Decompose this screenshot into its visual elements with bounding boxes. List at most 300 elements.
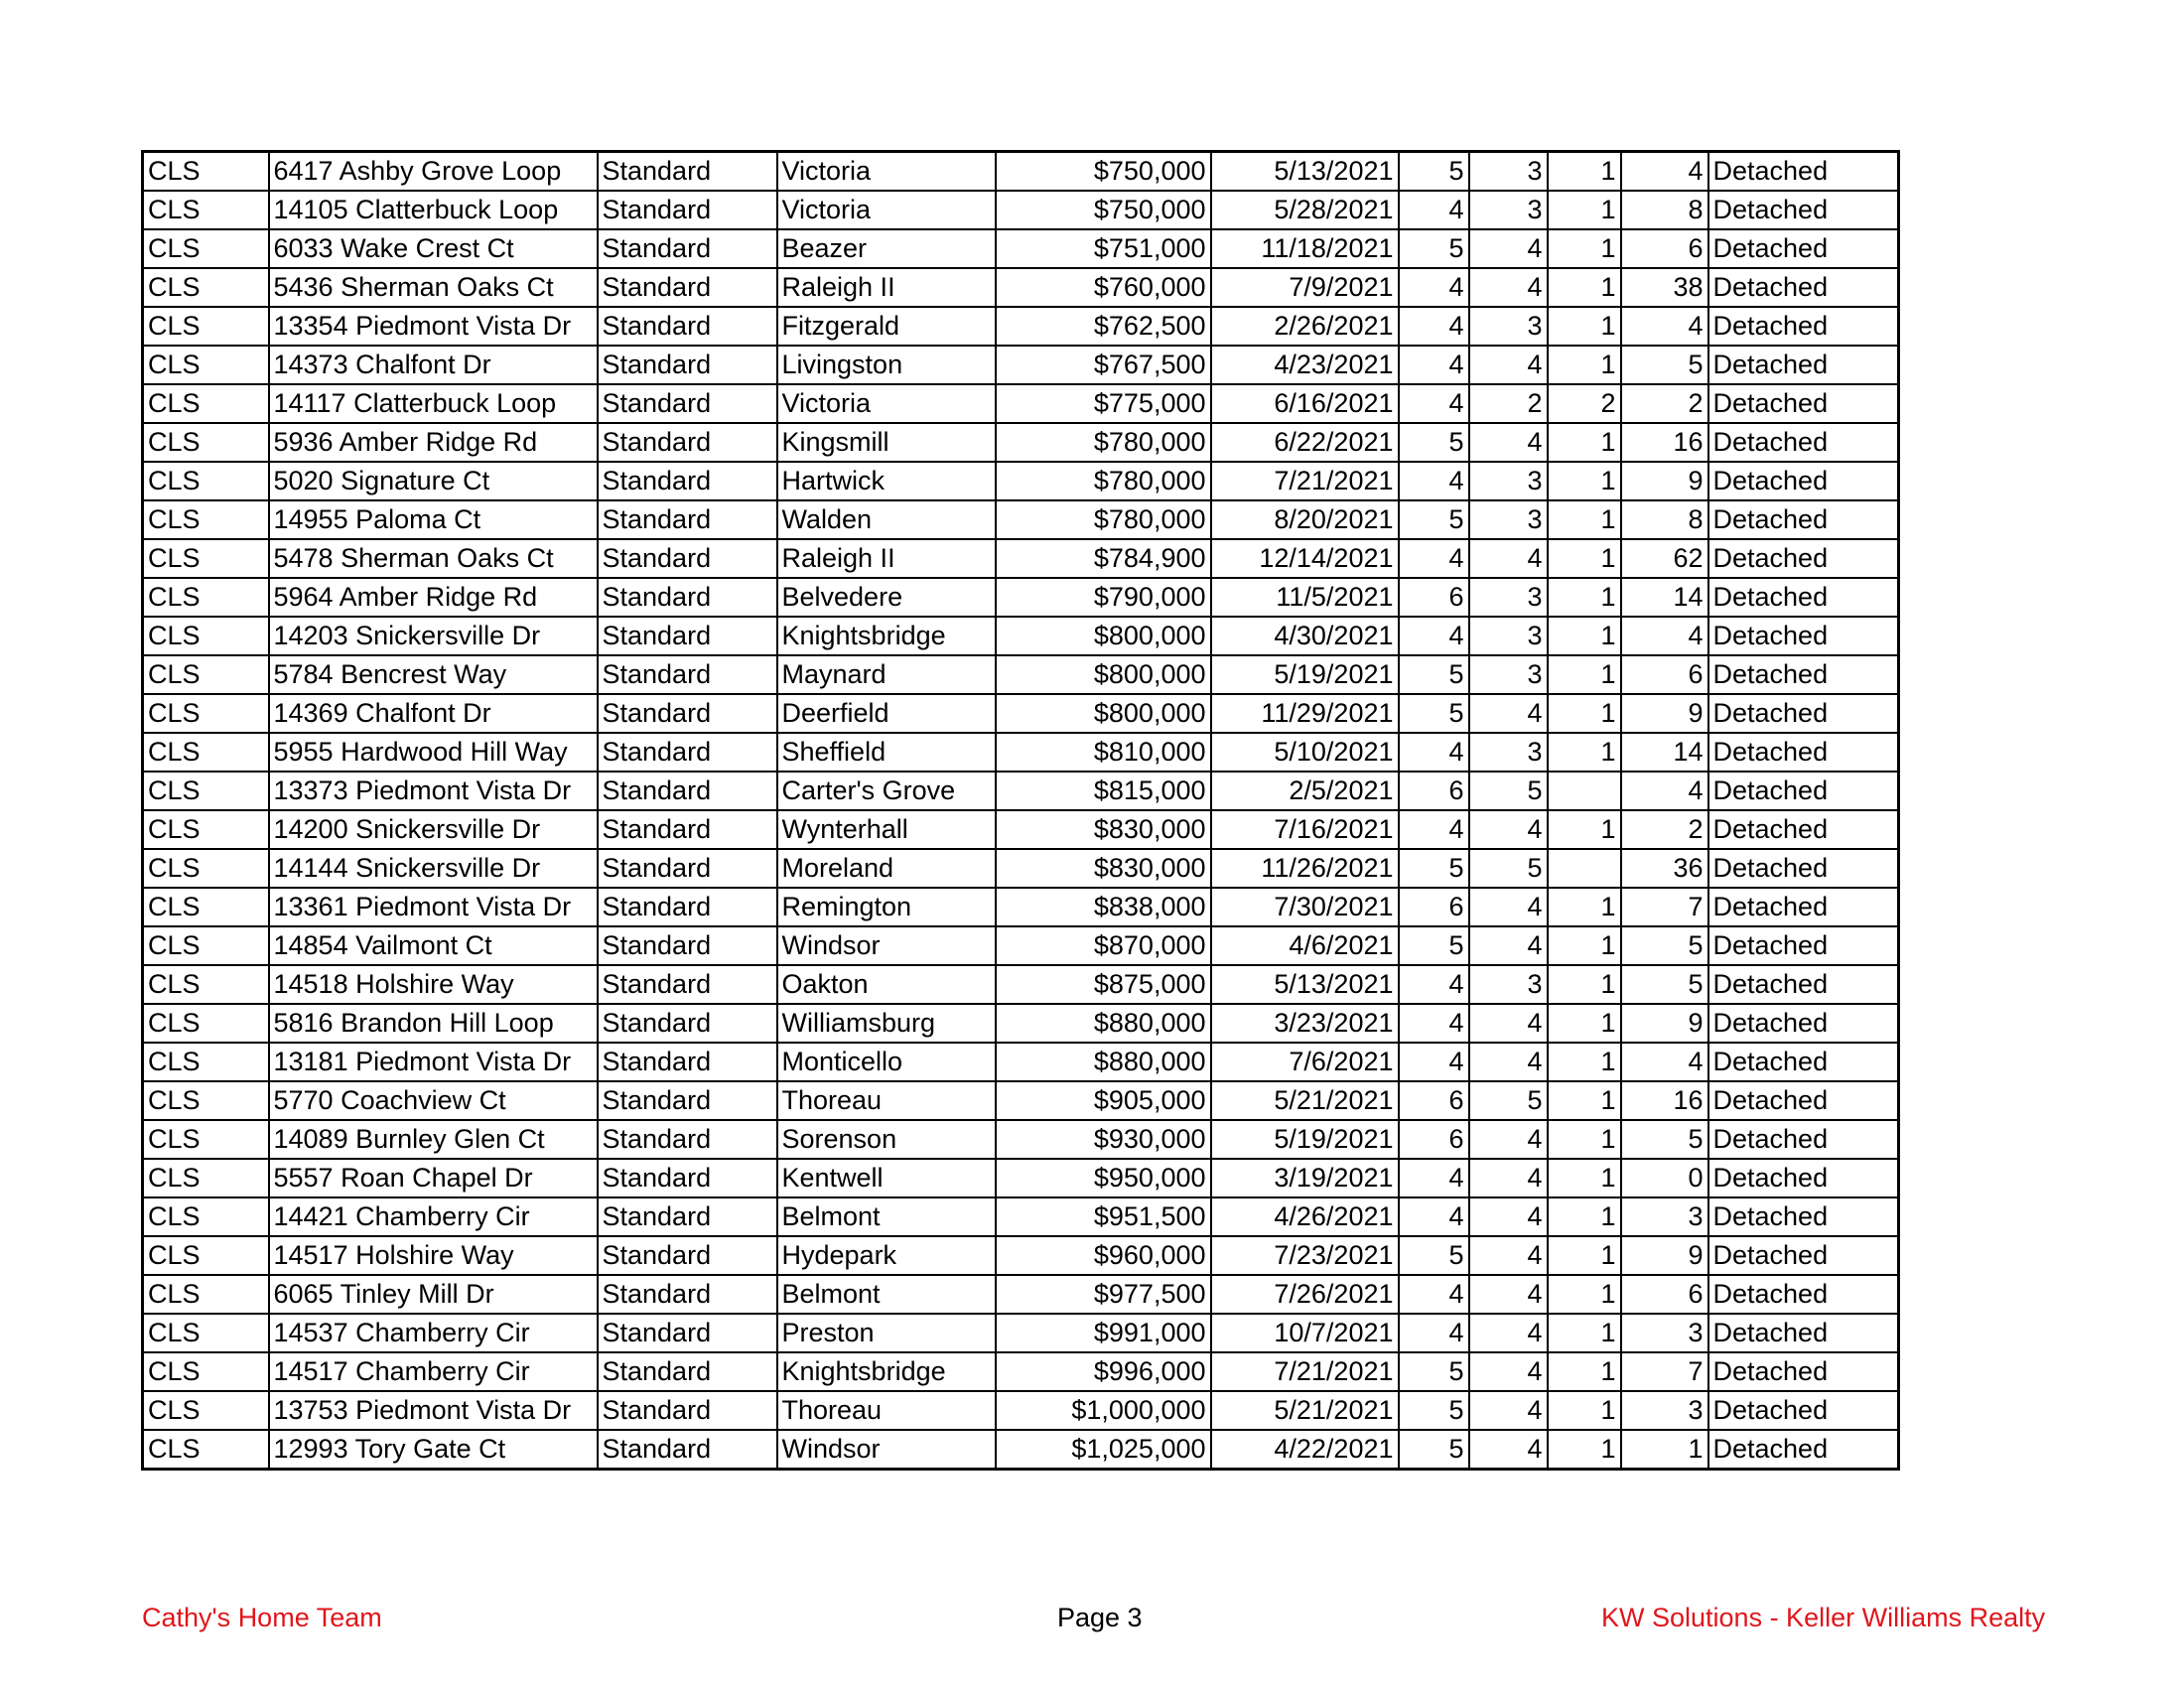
cell-sale-type: Standard [598,849,777,888]
cell-half-baths: 1 [1548,268,1621,307]
cell-price: $838,000 [996,888,1211,926]
cell-status: CLS [143,1236,269,1275]
cell-half-baths: 1 [1548,578,1621,617]
table-row [143,1081,1899,1120]
cell-status: CLS [143,1043,269,1081]
cell-full-baths: 5 [1469,772,1548,810]
cell-half-baths: 1 [1548,1314,1621,1352]
cell-full-baths: 3 [1469,307,1548,346]
cell-status: CLS [143,229,269,268]
cell-status: CLS [143,268,269,307]
cell-status: CLS [143,1159,269,1197]
cell-date: 7/23/2021 [1211,1236,1399,1275]
cell-date: 5/10/2021 [1211,733,1399,772]
cell-date: 11/26/2021 [1211,849,1399,888]
cell-days-on-market: 14 [1621,733,1708,772]
cell-model: Wynterhall [777,810,996,849]
cell-sale-type: Standard [598,1197,777,1236]
table-row [143,1275,1899,1314]
cell-days-on-market: 2 [1621,810,1708,849]
cell-price: $880,000 [996,1043,1211,1081]
cell-model: Victoria [777,384,996,423]
cell-address: 5436 Sherman Oaks Ct [269,268,598,307]
cell-model: Thoreau [777,1081,996,1120]
cell-address: 14369 Chalfont Dr [269,694,598,733]
cell-sale-type: Standard [598,694,777,733]
cell-status: CLS [143,1391,269,1430]
footer-page-number: Page 3 [1057,1603,1143,1632]
cell-sale-type: Standard [598,152,777,192]
cell-days-on-market: 7 [1621,1352,1708,1391]
cell-model: Carter's Grove [777,772,996,810]
cell-property-type: Detached [1708,1081,1899,1120]
cell-bedrooms: 4 [1399,810,1469,849]
table-row [143,307,1899,346]
cell-property-type: Detached [1708,462,1899,500]
cell-price: $750,000 [996,152,1211,192]
cell-address: 14203 Snickersville Dr [269,617,598,655]
cell-bedrooms: 4 [1399,1043,1469,1081]
cell-half-baths: 1 [1548,423,1621,462]
cell-address: 14144 Snickersville Dr [269,849,598,888]
cell-property-type: Detached [1708,229,1899,268]
cell-status: CLS [143,926,269,965]
cell-date: 11/18/2021 [1211,229,1399,268]
table-row [143,810,1899,849]
cell-status: CLS [143,888,269,926]
cell-sale-type: Standard [598,965,777,1004]
cell-model: Beazer [777,229,996,268]
cell-price: $760,000 [996,268,1211,307]
cell-date: 7/30/2021 [1211,888,1399,926]
cell-price: $991,000 [996,1314,1211,1352]
cell-half-baths: 1 [1548,1081,1621,1120]
cell-days-on-market: 3 [1621,1314,1708,1352]
table-row [143,578,1899,617]
cell-property-type: Detached [1708,191,1899,229]
cell-property-type: Detached [1708,1159,1899,1197]
cell-date: 3/23/2021 [1211,1004,1399,1043]
cell-date: 7/9/2021 [1211,268,1399,307]
table-row [143,965,1899,1004]
cell-property-type: Detached [1708,617,1899,655]
cell-days-on-market: 3 [1621,1197,1708,1236]
cell-half-baths: 1 [1548,1391,1621,1430]
cell-full-baths: 5 [1469,849,1548,888]
table-row [143,1120,1899,1159]
cell-property-type: Detached [1708,694,1899,733]
cell-half-baths: 2 [1548,384,1621,423]
cell-bedrooms: 4 [1399,1314,1469,1352]
cell-date: 11/5/2021 [1211,578,1399,617]
cell-half-baths: 1 [1548,1430,1621,1470]
cell-bedrooms: 5 [1399,1391,1469,1430]
cell-address: 14117 Clatterbuck Loop [269,384,598,423]
sales-table [141,150,1900,1471]
cell-date: 7/26/2021 [1211,1275,1399,1314]
cell-half-baths: 1 [1548,152,1621,192]
cell-sale-type: Standard [598,655,777,694]
cell-property-type: Detached [1708,888,1899,926]
cell-bedrooms: 4 [1399,1197,1469,1236]
cell-full-baths: 5 [1469,1081,1548,1120]
cell-price: $784,900 [996,539,1211,578]
cell-address: 6065 Tinley Mill Dr [269,1275,598,1314]
cell-property-type: Detached [1708,926,1899,965]
table-body [143,152,1899,1470]
cell-sale-type: Standard [598,1120,777,1159]
cell-status: CLS [143,810,269,849]
cell-bedrooms: 5 [1399,500,1469,539]
cell-date: 2/26/2021 [1211,307,1399,346]
cell-sale-type: Standard [598,733,777,772]
cell-status: CLS [143,772,269,810]
cell-full-baths: 4 [1469,888,1548,926]
cell-sale-type: Standard [598,1004,777,1043]
cell-address: 14517 Holshire Way [269,1236,598,1275]
cell-status: CLS [143,539,269,578]
cell-sale-type: Standard [598,1430,777,1470]
cell-property-type: Detached [1708,307,1899,346]
cell-price: $810,000 [996,733,1211,772]
cell-price: $780,000 [996,500,1211,539]
cell-bedrooms: 4 [1399,346,1469,384]
cell-sale-type: Standard [598,1159,777,1197]
cell-sale-type: Standard [598,578,777,617]
cell-date: 5/19/2021 [1211,655,1399,694]
cell-property-type: Detached [1708,1197,1899,1236]
cell-full-baths: 3 [1469,965,1548,1004]
cell-date: 11/29/2021 [1211,694,1399,733]
cell-bedrooms: 4 [1399,384,1469,423]
cell-sale-type: Standard [598,1081,777,1120]
table-row [143,1043,1899,1081]
cell-model: Oakton [777,965,996,1004]
cell-full-baths: 4 [1469,1352,1548,1391]
cell-model: Windsor [777,926,996,965]
cell-model: Belvedere [777,578,996,617]
cell-sale-type: Standard [598,229,777,268]
cell-price: $800,000 [996,694,1211,733]
cell-price: $751,000 [996,229,1211,268]
cell-days-on-market: 5 [1621,965,1708,1004]
cell-full-baths: 4 [1469,229,1548,268]
cell-bedrooms: 6 [1399,578,1469,617]
cell-full-baths: 4 [1469,810,1548,849]
cell-full-baths: 4 [1469,694,1548,733]
cell-status: CLS [143,1004,269,1043]
cell-full-baths: 4 [1469,1430,1548,1470]
cell-half-baths: 1 [1548,539,1621,578]
cell-model: Fitzgerald [777,307,996,346]
cell-full-baths: 2 [1469,384,1548,423]
cell-date: 7/16/2021 [1211,810,1399,849]
cell-price: $905,000 [996,1081,1211,1120]
cell-property-type: Detached [1708,346,1899,384]
cell-bedrooms: 5 [1399,1430,1469,1470]
cell-property-type: Detached [1708,655,1899,694]
cell-full-baths: 4 [1469,1197,1548,1236]
cell-sale-type: Standard [598,500,777,539]
cell-property-type: Detached [1708,384,1899,423]
cell-full-baths: 4 [1469,1275,1548,1314]
cell-half-baths: 1 [1548,1120,1621,1159]
cell-days-on-market: 4 [1621,307,1708,346]
cell-bedrooms: 4 [1399,733,1469,772]
cell-model: Deerfield [777,694,996,733]
table-row [143,1430,1899,1470]
cell-half-baths: 1 [1548,346,1621,384]
cell-model: Maynard [777,655,996,694]
cell-model: Remington [777,888,996,926]
cell-sale-type: Standard [598,1314,777,1352]
cell-bedrooms: 4 [1399,1275,1469,1314]
cell-half-baths: 1 [1548,617,1621,655]
cell-price: $767,500 [996,346,1211,384]
cell-full-baths: 4 [1469,926,1548,965]
cell-sale-type: Standard [598,462,777,500]
cell-half-baths: 1 [1548,1352,1621,1391]
cell-date: 2/5/2021 [1211,772,1399,810]
cell-days-on-market: 2 [1621,384,1708,423]
cell-model: Sheffield [777,733,996,772]
cell-bedrooms: 4 [1399,462,1469,500]
cell-price: $780,000 [996,462,1211,500]
cell-bedrooms: 4 [1399,307,1469,346]
cell-half-baths [1548,849,1621,888]
cell-days-on-market: 9 [1621,1236,1708,1275]
cell-sale-type: Standard [598,191,777,229]
table-row [143,733,1899,772]
table-row [143,384,1899,423]
cell-days-on-market: 0 [1621,1159,1708,1197]
cell-half-baths: 1 [1548,965,1621,1004]
cell-status: CLS [143,500,269,539]
cell-status: CLS [143,1081,269,1120]
table-row [143,539,1899,578]
cell-days-on-market: 38 [1621,268,1708,307]
cell-address: 14518 Holshire Way [269,965,598,1004]
cell-sale-type: Standard [598,1391,777,1430]
footer-team-name: Cathy's Home Team [142,1603,382,1632]
cell-address: 5770 Coachview Ct [269,1081,598,1120]
cell-property-type: Detached [1708,423,1899,462]
cell-sale-type: Standard [598,423,777,462]
cell-date: 5/28/2021 [1211,191,1399,229]
cell-date: 7/6/2021 [1211,1043,1399,1081]
cell-full-baths: 4 [1469,423,1548,462]
cell-address: 14537 Chamberry Cir [269,1314,598,1352]
cell-sale-type: Standard [598,1275,777,1314]
cell-days-on-market: 6 [1621,229,1708,268]
cell-date: 4/30/2021 [1211,617,1399,655]
cell-address: 13753 Piedmont Vista Dr [269,1391,598,1430]
cell-half-baths: 1 [1548,1043,1621,1081]
cell-status: CLS [143,578,269,617]
cell-model: Hartwick [777,462,996,500]
cell-half-baths: 1 [1548,810,1621,849]
table-row [143,1197,1899,1236]
cell-sale-type: Standard [598,926,777,965]
cell-address: 5784 Bencrest Way [269,655,598,694]
cell-price: $775,000 [996,384,1211,423]
cell-status: CLS [143,655,269,694]
cell-bedrooms: 4 [1399,965,1469,1004]
cell-price: $880,000 [996,1004,1211,1043]
cell-sale-type: Standard [598,384,777,423]
cell-sale-type: Standard [598,346,777,384]
cell-sale-type: Standard [598,539,777,578]
cell-price: $790,000 [996,578,1211,617]
cell-address: 5936 Amber Ridge Rd [269,423,598,462]
cell-days-on-market: 36 [1621,849,1708,888]
cell-status: CLS [143,1430,269,1470]
cell-days-on-market: 8 [1621,500,1708,539]
cell-status: CLS [143,694,269,733]
cell-full-baths: 3 [1469,462,1548,500]
cell-address: 13373 Piedmont Vista Dr [269,772,598,810]
cell-model: Raleigh II [777,539,996,578]
cell-half-baths: 1 [1548,229,1621,268]
table-row [143,888,1899,926]
cell-status: CLS [143,849,269,888]
cell-price: $1,025,000 [996,1430,1211,1470]
table-row [143,694,1899,733]
cell-price: $800,000 [996,617,1211,655]
cell-bedrooms: 5 [1399,152,1469,192]
cell-price: $815,000 [996,772,1211,810]
cell-address: 5955 Hardwood Hill Way [269,733,598,772]
cell-bedrooms: 5 [1399,849,1469,888]
cell-price: $830,000 [996,810,1211,849]
cell-property-type: Detached [1708,1352,1899,1391]
cell-half-baths: 1 [1548,888,1621,926]
cell-property-type: Detached [1708,965,1899,1004]
table-row [143,1391,1899,1430]
cell-days-on-market: 1 [1621,1430,1708,1470]
cell-bedrooms: 6 [1399,1081,1469,1120]
cell-status: CLS [143,1197,269,1236]
cell-property-type: Detached [1708,500,1899,539]
cell-property-type: Detached [1708,1043,1899,1081]
cell-full-baths: 3 [1469,733,1548,772]
cell-property-type: Detached [1708,578,1899,617]
cell-status: CLS [143,152,269,192]
cell-property-type: Detached [1708,1004,1899,1043]
cell-days-on-market: 4 [1621,617,1708,655]
table-row [143,423,1899,462]
footer-brokerage: KW Solutions - Keller Williams Realty [1601,1603,2046,1632]
cell-model: Kentwell [777,1159,996,1197]
cell-status: CLS [143,346,269,384]
cell-days-on-market: 14 [1621,578,1708,617]
cell-bedrooms: 4 [1399,191,1469,229]
cell-address: 14200 Snickersville Dr [269,810,598,849]
cell-price: $870,000 [996,926,1211,965]
cell-status: CLS [143,1120,269,1159]
cell-half-baths: 1 [1548,733,1621,772]
cell-property-type: Detached [1708,1430,1899,1470]
cell-status: CLS [143,423,269,462]
cell-property-type: Detached [1708,733,1899,772]
cell-price: $800,000 [996,655,1211,694]
cell-full-baths: 3 [1469,191,1548,229]
cell-sale-type: Standard [598,810,777,849]
cell-days-on-market: 6 [1621,1275,1708,1314]
cell-date: 4/6/2021 [1211,926,1399,965]
cell-property-type: Detached [1708,1236,1899,1275]
table-row [143,1004,1899,1043]
cell-date: 8/20/2021 [1211,500,1399,539]
cell-address: 13354 Piedmont Vista Dr [269,307,598,346]
cell-date: 5/21/2021 [1211,1391,1399,1430]
cell-status: CLS [143,191,269,229]
table-row [143,268,1899,307]
cell-days-on-market: 7 [1621,888,1708,926]
cell-full-baths: 4 [1469,1159,1548,1197]
table-row [143,1236,1899,1275]
cell-bedrooms: 5 [1399,694,1469,733]
cell-half-baths [1548,772,1621,810]
cell-date: 4/23/2021 [1211,346,1399,384]
cell-sale-type: Standard [598,1043,777,1081]
cell-status: CLS [143,617,269,655]
cell-date: 7/21/2021 [1211,1352,1399,1391]
cell-property-type: Detached [1708,772,1899,810]
cell-model: Raleigh II [777,268,996,307]
cell-half-baths: 1 [1548,462,1621,500]
cell-model: Kingsmill [777,423,996,462]
cell-half-baths: 1 [1548,926,1621,965]
cell-date: 3/19/2021 [1211,1159,1399,1197]
cell-full-baths: 4 [1469,1236,1548,1275]
cell-model: Williamsburg [777,1004,996,1043]
cell-days-on-market: 9 [1621,694,1708,733]
cell-price: $930,000 [996,1120,1211,1159]
cell-price: $950,000 [996,1159,1211,1197]
cell-bedrooms: 5 [1399,1236,1469,1275]
cell-address: 13181 Piedmont Vista Dr [269,1043,598,1081]
cell-address: 6033 Wake Crest Ct [269,229,598,268]
cell-half-baths: 1 [1548,694,1621,733]
table-row [143,849,1899,888]
cell-model: Thoreau [777,1391,996,1430]
cell-price: $780,000 [996,423,1211,462]
cell-half-baths: 1 [1548,1004,1621,1043]
cell-address: 13361 Piedmont Vista Dr [269,888,598,926]
table-row [143,1352,1899,1391]
cell-property-type: Detached [1708,268,1899,307]
cell-model: Preston [777,1314,996,1352]
cell-days-on-market: 4 [1621,1043,1708,1081]
cell-price: $1,000,000 [996,1391,1211,1430]
cell-sale-type: Standard [598,307,777,346]
cell-property-type: Detached [1708,849,1899,888]
cell-model: Victoria [777,191,996,229]
cell-days-on-market: 9 [1621,1004,1708,1043]
cell-date: 6/16/2021 [1211,384,1399,423]
cell-price: $875,000 [996,965,1211,1004]
cell-status: CLS [143,733,269,772]
cell-model: Moreland [777,849,996,888]
cell-days-on-market: 16 [1621,423,1708,462]
table-row [143,1314,1899,1352]
table-row [143,772,1899,810]
cell-date: 5/13/2021 [1211,152,1399,192]
cell-full-baths: 4 [1469,1004,1548,1043]
cell-date: 5/21/2021 [1211,1081,1399,1120]
cell-address: 14089 Burnley Glen Ct [269,1120,598,1159]
